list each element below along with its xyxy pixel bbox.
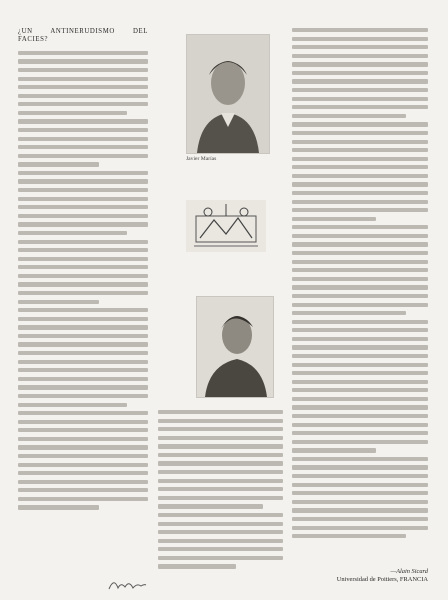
column-middle-text-placeholder [158,410,283,569]
article-headline: ¿UN ANTINERUDISMO DEL FACIES? [18,28,148,44]
column-right-text-placeholder [292,28,428,538]
article-author: —Alain Sicard [390,568,428,575]
column-middle [158,410,283,573]
portrait-profile-illustration [197,297,273,397]
article-signoff [292,568,428,584]
author-affiliation: Universidad de Poitiers, FRANCIA [336,576,428,583]
portrait-photo-top [186,34,270,154]
engraving-icon [186,200,266,252]
column-right [292,28,428,543]
portrait-illustration [187,35,269,153]
column-left-text-placeholder [18,51,148,510]
portrait-photo-bottom [196,296,274,398]
column-left [18,28,148,514]
handwritten-annotation [106,574,148,594]
portrait-top-caption: Javier Marías [186,156,217,162]
engraving-illustration [186,200,266,252]
